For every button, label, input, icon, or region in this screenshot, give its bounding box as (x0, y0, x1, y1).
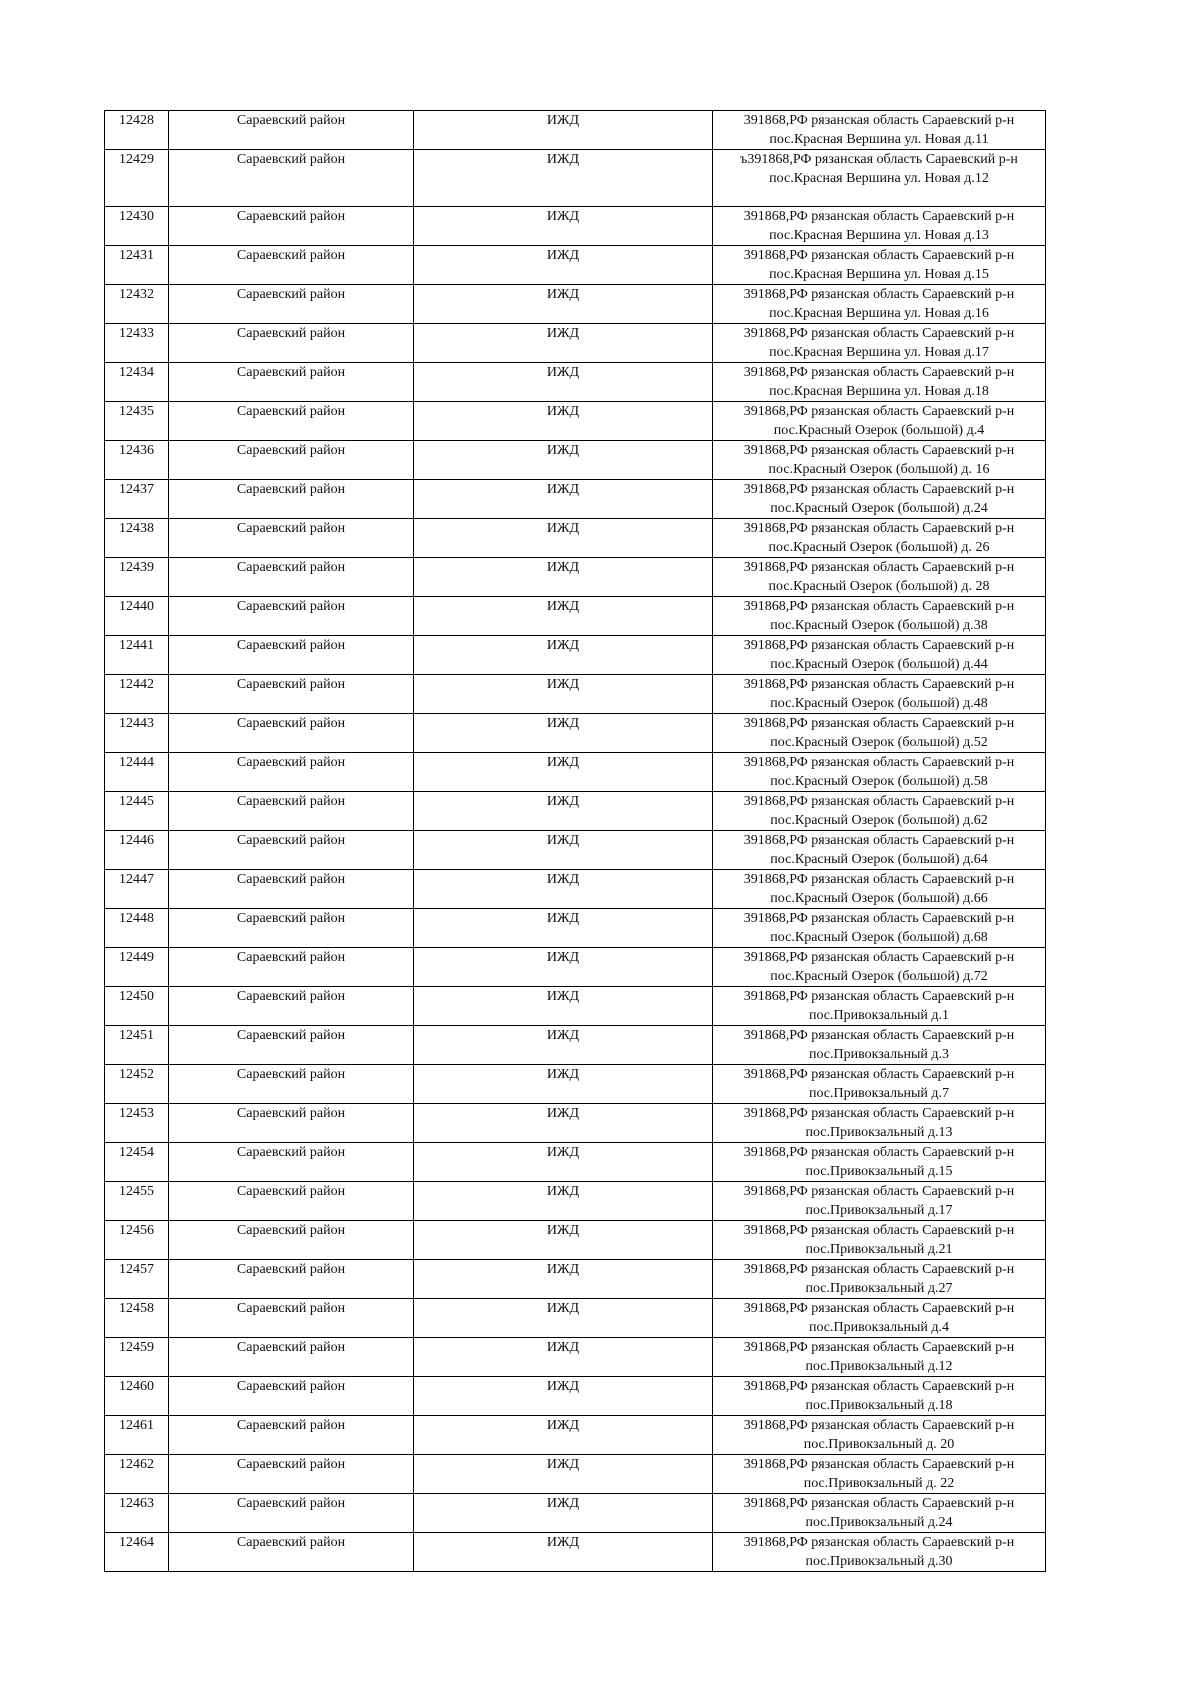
district-cell: Сараевский район (169, 792, 414, 831)
address-line-1: 391868,РФ рязанская область Сараевский р-н (743, 1145, 1015, 1160)
object-type-cell: ИЖД (414, 246, 713, 285)
address-cell (713, 714, 1046, 753)
address-cell (713, 1065, 1046, 1104)
district-cell: Сараевский район (169, 285, 414, 324)
row-number-cell: 12432 (105, 285, 169, 324)
address-line-1: 391868,РФ рязанская область Сараевский р-н (743, 794, 1015, 809)
district-cell: Сараевский район (169, 1026, 414, 1065)
object-type-cell: ИЖД (414, 441, 713, 480)
address-line-2: пос.Привокзальный д.27 (805, 1281, 953, 1296)
address-line-1: 391868,РФ рязанская область Сараевский р-н (743, 599, 1015, 614)
table-row (105, 909, 1046, 948)
row-number-cell: 12435 (105, 402, 169, 441)
address-line-1: 391868,РФ рязанская область Сараевский р-н (743, 287, 1015, 302)
district-cell: Сараевский район (169, 1377, 414, 1416)
object-type-cell: ИЖД (414, 675, 713, 714)
address-cell (713, 870, 1046, 909)
address-line-1: 391868,РФ рязанская область Сараевский р-н (743, 482, 1015, 497)
address-cell (713, 1338, 1046, 1377)
object-type-cell: ИЖД (414, 1299, 713, 1338)
address-line-2: пос.Привокзальный д.24 (805, 1515, 953, 1530)
address-line-1: 391868,РФ рязанская область Сараевский р-н (743, 989, 1015, 1004)
object-type-cell: ИЖД (414, 1182, 713, 1221)
table-row (105, 285, 1046, 324)
address-line-2: пос.Красный Озерок (большой) д. 16 (768, 462, 990, 477)
address-line-1: 391868,РФ рязанская область Сараевский р-н (743, 1223, 1015, 1238)
address-line-2: пос.Привокзальный д.4 (808, 1320, 950, 1335)
row-number-cell: 12457 (105, 1260, 169, 1299)
district-cell: Сараевский район (169, 675, 414, 714)
table-row (105, 324, 1046, 363)
row-number-cell: 12462 (105, 1455, 169, 1494)
address-cell (713, 1260, 1046, 1299)
address-cell (713, 363, 1046, 402)
address-line-1: 391868,РФ рязанская область Сараевский р-н (743, 1262, 1015, 1277)
district-cell: Сараевский район (169, 1494, 414, 1533)
district-cell: Сараевский район (169, 1221, 414, 1260)
address-cell (713, 1377, 1046, 1416)
object-type-cell: ИЖД (414, 831, 713, 870)
address-line-1: 391868,РФ рязанская область Сараевский р-н (743, 113, 1015, 128)
table-row (105, 753, 1046, 792)
district-cell: Сараевский район (169, 1455, 414, 1494)
address-line-1: 391868,РФ рязанская область Сараевский р-н (743, 1379, 1015, 1394)
district-cell: Сараевский район (169, 636, 414, 675)
table-row (105, 558, 1046, 597)
table-row (105, 714, 1046, 753)
district-cell: Сараевский район (169, 1260, 414, 1299)
row-number-cell: 12449 (105, 948, 169, 987)
object-type-cell: ИЖД (414, 1416, 713, 1455)
row-number-cell: 12441 (105, 636, 169, 675)
table-row (105, 1338, 1046, 1377)
address-line-1: 391868,РФ рязанская область Сараевский р-н (743, 1028, 1015, 1043)
row-number-cell: 12428 (105, 111, 169, 150)
address-line-2: пос.Красный Озерок (большой) д.72 (770, 969, 988, 984)
object-type-cell: ИЖД (414, 480, 713, 519)
address-cell (713, 285, 1046, 324)
row-number-cell: 12455 (105, 1182, 169, 1221)
address-line-1: 391868,РФ рязанская область Сараевский р-н (743, 521, 1015, 536)
district-cell: Сараевский район (169, 246, 414, 285)
district-cell: Сараевский район (169, 363, 414, 402)
district-cell: Сараевский район (169, 1416, 414, 1455)
row-number-cell: 12444 (105, 753, 169, 792)
address-line-2: пос.Красный Озерок (большой) д.44 (770, 657, 988, 672)
object-type-cell: ИЖД (414, 753, 713, 792)
object-type-cell: ИЖД (414, 1455, 713, 1494)
district-cell: Сараевский район (169, 111, 414, 150)
district-cell: Сараевский район (169, 207, 414, 246)
row-number-cell: 12429 (105, 150, 169, 207)
address-cell (713, 597, 1046, 636)
object-type-cell: ИЖД (414, 363, 713, 402)
address-line-2: пос.Привокзальный д.18 (805, 1398, 953, 1413)
district-cell: Сараевский район (169, 1143, 414, 1182)
table-row (105, 1260, 1046, 1299)
address-line-1: 391868,РФ рязанская область Сараевский р-н (743, 1340, 1015, 1355)
address-line-1: 391868,РФ рязанская область Сараевский р-н (743, 404, 1015, 419)
row-number-cell: 12464 (105, 1533, 169, 1572)
address-line-2: пос.Привокзальный д. 22 (803, 1476, 955, 1491)
table-row (105, 831, 1046, 870)
object-type-cell: ИЖД (414, 909, 713, 948)
row-number-cell: 12442 (105, 675, 169, 714)
address-line-1: 391868,РФ рязанская область Сараевский р-н (743, 677, 1015, 692)
district-cell: Сараевский район (169, 714, 414, 753)
row-number-cell: 12450 (105, 987, 169, 1026)
address-line-1: 391868,РФ рязанская область Сараевский р-н (743, 1457, 1015, 1472)
address-cell (713, 246, 1046, 285)
row-number-cell: 12447 (105, 870, 169, 909)
table-row (105, 1221, 1046, 1260)
address-line-1: 391868,РФ рязанская область Сараевский р-н (743, 248, 1015, 263)
row-number-cell: 12451 (105, 1026, 169, 1065)
object-type-cell: ИЖД (414, 1221, 713, 1260)
address-cell (713, 480, 1046, 519)
object-type-cell: ИЖД (414, 519, 713, 558)
address-line-2: пос.Привокзальный д. 20 (803, 1437, 955, 1452)
object-type-cell: ИЖД (414, 1494, 713, 1533)
row-number-cell: 12458 (105, 1299, 169, 1338)
row-number-cell: 12463 (105, 1494, 169, 1533)
district-cell: Сараевский район (169, 324, 414, 363)
address-line-1: 391868,РФ рязанская область Сараевский р-н (743, 560, 1015, 575)
district-cell: Сараевский район (169, 150, 414, 207)
object-type-cell: ИЖД (414, 1026, 713, 1065)
object-type-cell: ИЖД (414, 948, 713, 987)
district-cell: Сараевский район (169, 597, 414, 636)
address-cell (713, 207, 1046, 246)
row-number-cell: 12433 (105, 324, 169, 363)
table-row (105, 1182, 1046, 1221)
address-line-1: 391868,РФ рязанская область Сараевский р-н (743, 443, 1015, 458)
address-cell (713, 675, 1046, 714)
address-cell (713, 150, 1046, 207)
row-number-cell: 12440 (105, 597, 169, 636)
table-row (105, 519, 1046, 558)
district-cell: Сараевский район (169, 480, 414, 519)
object-type-cell: ИЖД (414, 870, 713, 909)
registry-table (104, 110, 1046, 1572)
address-line-2: пос.Красный Озерок (большой) д.58 (770, 774, 988, 789)
address-cell (713, 636, 1046, 675)
address-line-1: ъ391868,РФ рязанская область Сараевский р-н (740, 152, 1018, 167)
address-cell (713, 753, 1046, 792)
address-cell (713, 831, 1046, 870)
district-cell: Сараевский район (169, 831, 414, 870)
object-type-cell: ИЖД (414, 150, 713, 207)
address-cell (713, 1416, 1046, 1455)
object-type-cell: ИЖД (414, 714, 713, 753)
address-line-1: 391868,РФ рязанская область Сараевский р-н (743, 911, 1015, 926)
table-row (105, 1065, 1046, 1104)
table-row (105, 1026, 1046, 1065)
row-number-cell: 12434 (105, 363, 169, 402)
address-line-2: пос.Привокзальный д.12 (805, 1359, 953, 1374)
table-row (105, 1494, 1046, 1533)
row-number-cell: 12459 (105, 1338, 169, 1377)
table-row (105, 1104, 1046, 1143)
address-cell (713, 402, 1046, 441)
address-line-2: пос.Красная Вершина ул. Новая д.11 (769, 132, 989, 147)
address-line-1: 391868,РФ рязанская область Сараевский р-н (743, 1496, 1015, 1511)
table-row (105, 987, 1046, 1026)
address-line-2: пос.Красный Озерок (большой) д.62 (770, 813, 988, 828)
district-cell: Сараевский район (169, 1299, 414, 1338)
address-line-2: пос.Красный Озерок (большой) д. 28 (768, 579, 990, 594)
district-cell: Сараевский район (169, 1104, 414, 1143)
table-row (105, 1377, 1046, 1416)
registry-table-body (105, 111, 1046, 1572)
address-line-2: пос.Красная Вершина ул. Новая д.16 (769, 306, 989, 321)
row-number-cell: 12439 (105, 558, 169, 597)
object-type-cell: ИЖД (414, 111, 713, 150)
address-line-1: 391868,РФ рязанская область Сараевский р-н (743, 1301, 1015, 1316)
object-type-cell: ИЖД (414, 324, 713, 363)
address-line-1: 391868,РФ рязанская область Сараевский р-н (743, 326, 1015, 341)
table-row (105, 441, 1046, 480)
address-line-2: пос.Красная Вершина ул. Новая д.12 (769, 171, 989, 186)
address-line-2: пос.Красная Вершина ул. Новая д.13 (769, 228, 989, 243)
address-line-2: пос.Привокзальный д.3 (808, 1047, 950, 1062)
address-cell (713, 324, 1046, 363)
address-cell (713, 1299, 1046, 1338)
row-number-cell: 12454 (105, 1143, 169, 1182)
table-row (105, 246, 1046, 285)
table-row (105, 363, 1046, 402)
address-line-2: пос.Красная Вершина ул. Новая д.15 (769, 267, 989, 282)
address-cell (713, 558, 1046, 597)
address-line-1: 391868,РФ рязанская область Сараевский р-н (743, 638, 1015, 653)
address-cell (713, 1455, 1046, 1494)
row-number-cell: 12460 (105, 1377, 169, 1416)
address-line-1: 391868,РФ рязанская область Сараевский р-н (743, 1418, 1015, 1433)
object-type-cell: ИЖД (414, 285, 713, 324)
district-cell: Сараевский район (169, 1338, 414, 1377)
address-line-2: пос.Красный Озерок (большой) д.52 (770, 735, 988, 750)
address-cell (713, 519, 1046, 558)
address-cell (713, 1143, 1046, 1182)
row-number-cell: 12456 (105, 1221, 169, 1260)
address-line-2: пос.Красный Озерок (большой) д.4 (773, 423, 985, 438)
table-row (105, 1533, 1046, 1572)
district-cell: Сараевский район (169, 402, 414, 441)
address-line-2: пос.Красный Озерок (большой) д.68 (770, 930, 988, 945)
row-number-cell: 12443 (105, 714, 169, 753)
address-line-2: пос.Привокзальный д.17 (805, 1203, 953, 1218)
address-cell (713, 1182, 1046, 1221)
address-line-1: 391868,РФ рязанская область Сараевский р-н (743, 365, 1015, 380)
object-type-cell: ИЖД (414, 1338, 713, 1377)
row-number-cell: 12431 (105, 246, 169, 285)
object-type-cell: ИЖД (414, 402, 713, 441)
table-row (105, 480, 1046, 519)
object-type-cell: ИЖД (414, 597, 713, 636)
district-cell: Сараевский район (169, 441, 414, 480)
address-line-1: 391868,РФ рязанская область Сараевский р-н (743, 1106, 1015, 1121)
row-number-cell: 12448 (105, 909, 169, 948)
table-row (105, 675, 1046, 714)
address-line-1: 391868,РФ рязанская область Сараевский р-н (743, 1535, 1015, 1550)
address-line-1: 391868,РФ рязанская область Сараевский р-н (743, 950, 1015, 965)
address-cell (713, 1221, 1046, 1260)
object-type-cell: ИЖД (414, 987, 713, 1026)
district-cell: Сараевский район (169, 1182, 414, 1221)
district-cell: Сараевский район (169, 519, 414, 558)
address-cell (713, 111, 1046, 150)
row-number-cell: 12436 (105, 441, 169, 480)
district-cell: Сараевский район (169, 870, 414, 909)
address-cell (713, 441, 1046, 480)
address-cell (713, 1104, 1046, 1143)
table-row (105, 870, 1046, 909)
address-cell (713, 909, 1046, 948)
address-line-2: пос.Привокзальный д.7 (808, 1086, 950, 1101)
address-line-1: 391868,РФ рязанская область Сараевский р-н (743, 716, 1015, 731)
address-line-2: пос.Красный Озерок (большой) д.66 (770, 891, 988, 906)
object-type-cell: ИЖД (414, 1377, 713, 1416)
table-row (105, 1299, 1046, 1338)
object-type-cell: ИЖД (414, 207, 713, 246)
address-line-2: пос.Привокзальный д.15 (805, 1164, 953, 1179)
row-number-cell: 12452 (105, 1065, 169, 1104)
table-row (105, 636, 1046, 675)
address-line-2: пос.Привокзальный д.21 (805, 1242, 953, 1257)
table-row (105, 948, 1046, 987)
object-type-cell: ИЖД (414, 1104, 713, 1143)
address-line-2: пос.Привокзальный д.1 (808, 1008, 950, 1023)
district-cell: Сараевский район (169, 987, 414, 1026)
address-line-1: 391868,РФ рязанская область Сараевский р-н (743, 1184, 1015, 1199)
address-line-1: 391868,РФ рязанская область Сараевский р-н (743, 872, 1015, 887)
object-type-cell: ИЖД (414, 1533, 713, 1572)
row-number-cell: 12437 (105, 480, 169, 519)
district-cell: Сараевский район (169, 1065, 414, 1104)
table-row (105, 1455, 1046, 1494)
object-type-cell: ИЖД (414, 558, 713, 597)
row-number-cell: 12461 (105, 1416, 169, 1455)
object-type-cell: ИЖД (414, 636, 713, 675)
row-number-cell: 12445 (105, 792, 169, 831)
address-line-2: пос.Красная Вершина ул. Новая д.18 (769, 384, 989, 399)
address-cell (713, 1533, 1046, 1572)
address-line-2: пос.Красный Озерок (большой) д.24 (770, 501, 988, 516)
row-number-cell: 12438 (105, 519, 169, 558)
table-row (105, 1416, 1046, 1455)
object-type-cell: ИЖД (414, 1143, 713, 1182)
row-number-cell: 12453 (105, 1104, 169, 1143)
table-row (105, 207, 1046, 246)
object-type-cell: ИЖД (414, 1260, 713, 1299)
table-row (105, 1143, 1046, 1182)
table-row (105, 597, 1046, 636)
district-cell: Сараевский район (169, 948, 414, 987)
address-line-2: пос.Привокзальный д.30 (805, 1554, 953, 1569)
address-line-2: пос.Красная Вершина ул. Новая д.17 (769, 345, 989, 360)
address-cell (713, 1494, 1046, 1533)
address-cell (713, 792, 1046, 831)
district-cell: Сараевский район (169, 558, 414, 597)
address-line-2: пос.Красный Озерок (большой) д.48 (770, 696, 988, 711)
address-line-1: 391868,РФ рязанская область Сараевский р-н (743, 833, 1015, 848)
table-row (105, 792, 1046, 831)
address-line-1: 391868,РФ рязанская область Сараевский р-н (743, 1067, 1015, 1082)
table-row (105, 111, 1046, 150)
address-line-2: пос.Привокзальный д.13 (805, 1125, 953, 1140)
district-cell: Сараевский район (169, 909, 414, 948)
table-row (105, 150, 1046, 207)
district-cell: Сараевский район (169, 753, 414, 792)
object-type-cell: ИЖД (414, 792, 713, 831)
table-row (105, 402, 1046, 441)
object-type-cell: ИЖД (414, 1065, 713, 1104)
row-number-cell: 12430 (105, 207, 169, 246)
address-line-1: 391868,РФ рязанская область Сараевский р-н (743, 209, 1015, 224)
row-number-cell: 12446 (105, 831, 169, 870)
address-line-2: пос.Красный Озерок (большой) д.38 (770, 618, 988, 633)
district-cell: Сараевский район (169, 1533, 414, 1572)
address-line-1: 391868,РФ рязанская область Сараевский р-н (743, 755, 1015, 770)
address-line-2: пос.Красный Озерок (большой) д. 26 (768, 540, 990, 555)
address-cell (713, 948, 1046, 987)
address-cell (713, 1026, 1046, 1065)
address-cell (713, 987, 1046, 1026)
address-line-2: пос.Красный Озерок (большой) д.64 (770, 852, 988, 867)
